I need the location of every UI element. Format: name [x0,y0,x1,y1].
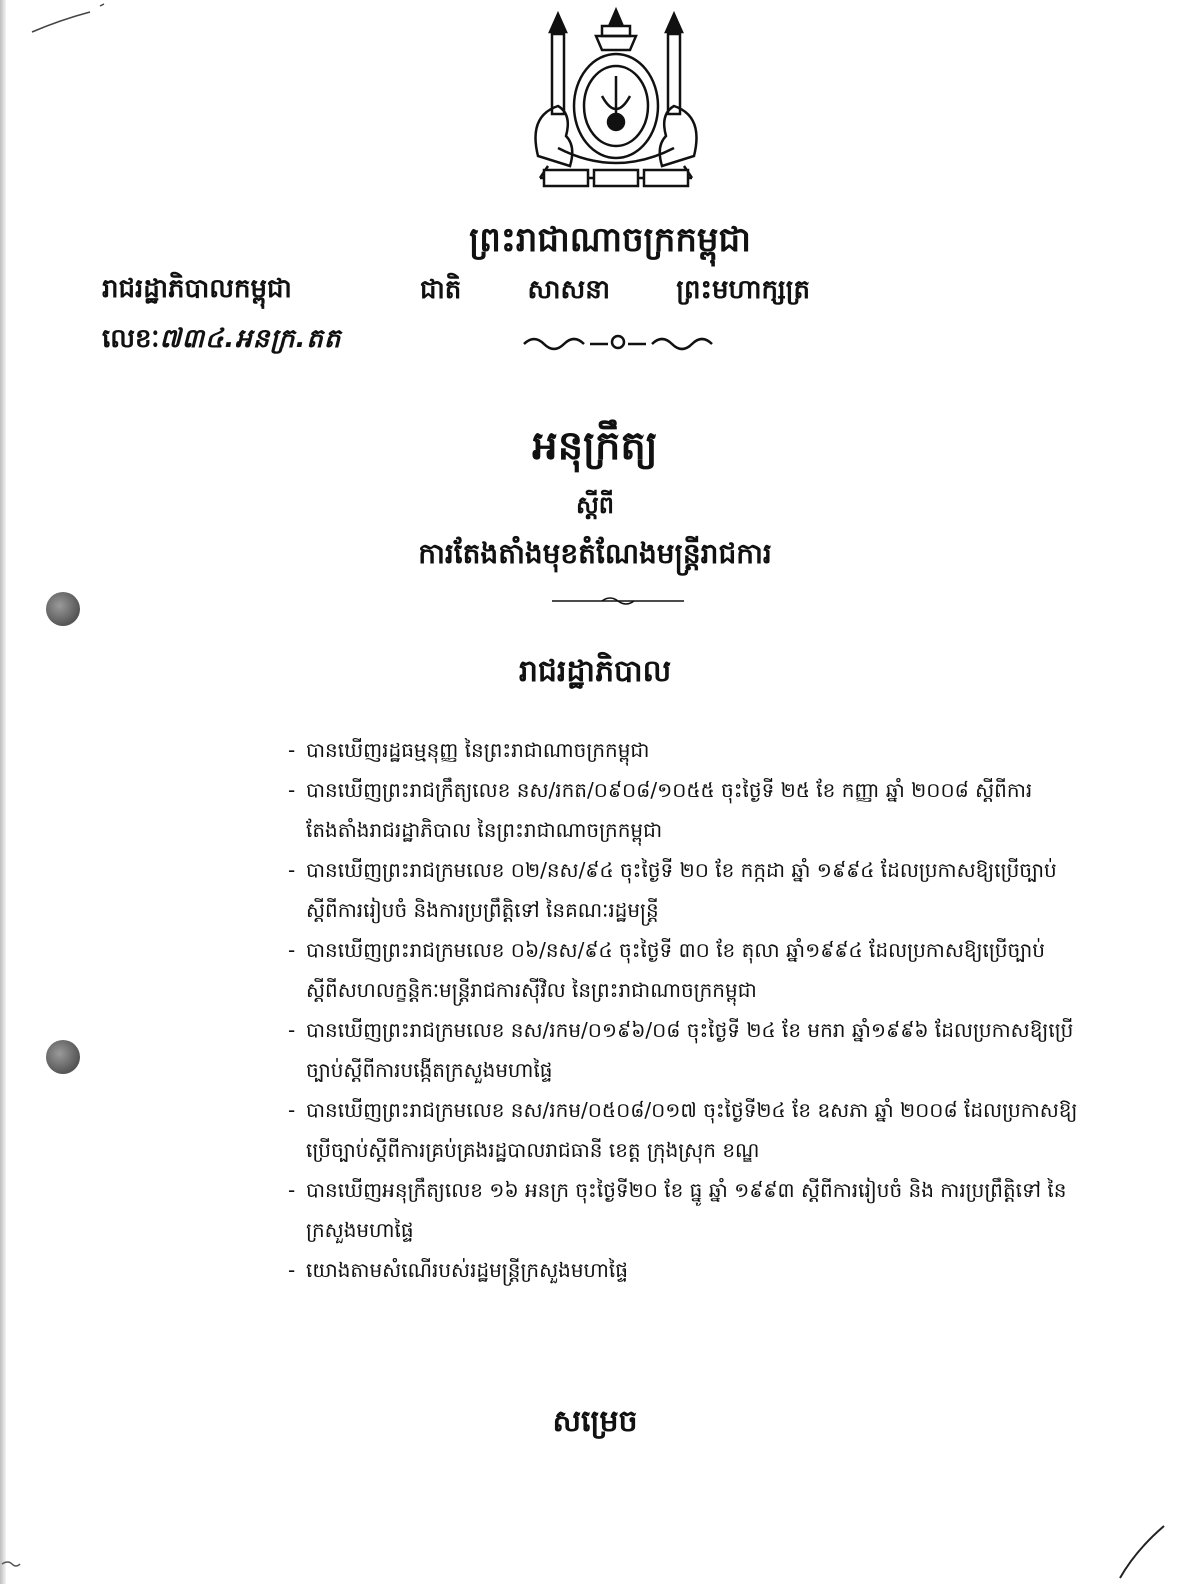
national-motto [420,273,810,311]
decision-heading: សម្រេច [552,1404,638,1439]
reference-prefix: លេខៈ [102,324,160,354]
consideration-text: បានឃើញព្រះរាជក្រមលេខ នស/រកម/០១៩៦/០៨ ចុះថ្ងៃទី ២៤ ខែ មករា ឆ្នាំ១៩៩៦ ដែលប្រកាសឱ្យប្រើច្បាប់ស្តីពីការបង្កើតក្រសួងមហាផ្ទៃ [306,1018,1074,1082]
list-item: - បានឃើញព្រះរាជក្រមលេខ នស/រកម/០៥០៨/០១៧ ចុះថ្ងៃទី២៤ ខែ ឧសភា ឆ្នាំ ២០០៨ ដែលប្រកាសឱ្យប្រើច្បាប់ស្តីពីការគ្រប់គ្រងរដ្ឋបាលរាជធានី ខេត្ត ក្រុងស្រុក ខណ្ឌ [288,1098,1078,1162]
document-type-title: អនុក្រឹត្យ [532,423,658,469]
reference-number [102,322,341,360]
consideration-text: បានឃើញព្រះរាជក្រឹត្យលេខ នស/រកត/០៩០៨/១០៥៥ ចុះថ្ងៃទី ២៥ ខែ កញ្ញា ឆ្នាំ ២០០៨ ស្តីពីការតែងតាំងរាជរដ្ឋាភិបាល នៃព្រះរាជាណាចក្រកម្ពុជា [306,778,1033,842]
pen-mark-bottom-right [1116,1520,1176,1580]
consideration-text: បានឃើញព្រះរាជក្រមលេខ នស/រកម/០៥០៨/០១៧ ចុះថ្ងៃទី២៤ ខែ ឧសភា ឆ្នាំ ២០០៨ ដែលប្រកាសឱ្យប្រើច្បាប់ស្តីពីការគ្រប់គ្រងរដ្ឋបាលរាជធានី ខេត្ត ក្រុងស្រុក ខណ្ឌ [306,1098,1078,1162]
government-label: រាជរដ្ឋាភិបាលកម្ពុជា [102,274,292,304]
consideration-text: បានឃើញអនុក្រឹត្យលេខ ១៦ អនក្រ ចុះថ្ងៃទី២០ ខែ ធ្នូ ឆ្នាំ ១៩៩៣ ស្តីពីការរៀបចំ និង ការប្រព្រឹត្តិទៅ នៃក្រសួងមហាផ្ទៃ [306,1178,1067,1242]
document-subject: ការតែងតាំងមុខតំណែងមន្ត្រីរាជការ [418,537,772,570]
punch-hole-icon [46,1040,80,1074]
list-item: - យោងតាមសំណើរបស់រដ្ឋមន្ត្រីក្រសួងមហាផ្ទៃ [288,1258,628,1282]
motto-king: ព្រះមហាក្សត្រ [676,275,810,305]
pen-mark-bottom-left [0,1556,24,1572]
title-divider [550,594,686,608]
consideration-text: យោងតាមសំណើរបស់រដ្ឋមន្ត្រីក្រសួងមហាផ្ទៃ [306,1258,628,1282]
kingdom-heading: ព្រះរាជាណាចក្រកម្ពុជា [469,220,751,260]
list-item: - បានឃើញព្រះរាជក្រមលេខ ០២/នស/៩៤ ចុះថ្ងៃទី ២០ ខែ កក្កដា ឆ្នាំ ១៩៩៤ ដែលប្រកាសឱ្យប្រើច្បាប់ស្តីពីការរៀបចំ និងការប្រព្រឹត្តិទៅ នៃគណៈរដ្ឋមន្ត្រី [288,858,1057,922]
pen-mark-top-left [30,0,120,40]
considerations-list [288,730,1088,1290]
list-item: - បានឃើញរដ្ឋធម្មនុញ្ញ នៃព្រះរាជាណាចក្រកម្ពុជា [288,738,650,762]
punch-hole-icon [46,592,80,626]
page-edge-shadow [0,0,6,1584]
list-item: - បានឃើញព្រះរាជក្រឹត្យលេខ នស/រកត/០៩០៨/១០៥៥ ចុះថ្ងៃទី ២៥ ខែ កញ្ញា ឆ្នាំ ២០០៨ ស្តីពីការតែងតាំងរាជរដ្ឋាភិបាល នៃព្រះរាជាណាចក្រកម្ពុជា [288,778,1033,842]
list-item: - បានឃើញអនុក្រឹត្យលេខ ១៦ អនក្រ ចុះថ្ងៃទី២០ ខែ ធ្នូ ឆ្នាំ ១៩៩៣ ស្តីពីការរៀបចំ និង ការប្រព្រឹត្តិទៅ នៃក្រសួងមហាផ្ទៃ [288,1178,1067,1242]
reference-value: ៧៣៤.អនក្រ.តត [159,324,342,354]
consideration-text: បានឃើញព្រះរាជក្រមលេខ ០៦/នស/៩៤ ចុះថ្ងៃទី ៣០ ខែ តុលា ឆ្នាំ១៩៩៤ ដែលប្រកាសឱ្យប្រើច្បាប់ស្តីពីសហលក្ខន្តិកៈមន្ត្រីរាជការស៊ីវិល នៃព្រះរាជាណាចក្រកម្ពុជា [306,938,1045,1002]
list-item: - បានឃើញព្រះរាជក្រមលេខ ០៦/នស/៩៤ ចុះថ្ងៃទី ៣០ ខែ តុលា ឆ្នាំ១៩៩៤ ដែលប្រកាសឱ្យប្រើច្បាប់ស្តីពីសហលក្ខន្តិកៈមន្ត្រីរាជការស៊ីវិល នៃព្រះរាជាណាចក្រកម្ពុជា [288,938,1045,1002]
list-item: - បានឃើញព្រះរាជក្រមលេខ នស/រកម/០១៩៦/០៨ ចុះថ្ងៃទី ២៤ ខែ មករា ឆ្នាំ១៩៩៦ ដែលប្រកាសឱ្យប្រើច្បាប់ស្តីពីការបង្កើតក្រសួងមហាផ្ទៃ [288,1018,1074,1082]
motto-nation: ជាតិ [420,275,462,305]
ornament-divider-icon [520,330,716,354]
consideration-text: បានឃើញរដ្ឋធម្មនុញ្ញ នៃព្រះរាជាណាចក្រកម្ពុជា [306,738,650,762]
about-label: ស្តីពី [575,491,615,519]
issuer-heading: រាជរដ្ឋាភិបាល [518,654,672,689]
consideration-text: បានឃើញព្រះរាជក្រមលេខ ០២/នស/៩៤ ចុះថ្ងៃទី ២០ ខែ កក្កដា ឆ្នាំ ១៩៩៤ ដែលប្រកាសឱ្យប្រើច្បាប់ស្តីពីការរៀបចំ និងការប្រព្រឹត្តិទៅ នៃគណៈរដ្ឋមន្ត្រី [306,858,1057,922]
royal-coat-of-arms-icon [518,6,714,196]
motto-religion: សាសនា [527,275,611,305]
